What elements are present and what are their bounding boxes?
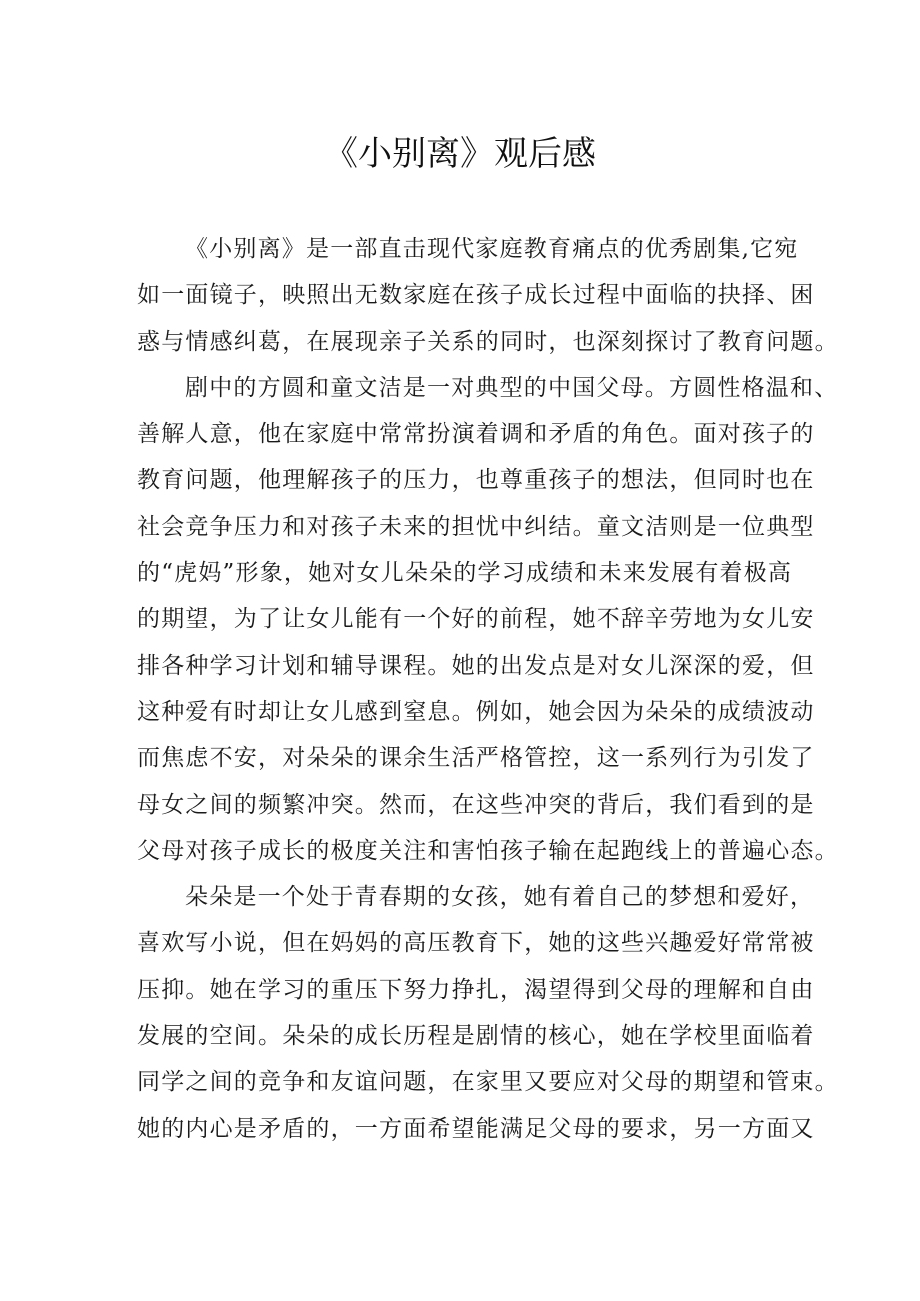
page-title: 《小别离》观后感 [324, 134, 596, 174]
text-line: 的期望，为了让女儿能有一个好的前程，她不辞辛劳地为女儿安 [137, 606, 815, 633]
text-line: 剧中的方圆和童文洁是一对典型的中国父母。方圆性格温和、 [185, 374, 839, 401]
paragraph-1 [137, 226, 839, 365]
text-line: 社会竞争压力和对孩子未来的担忧中纠结。童文洁则是一位典型 [137, 513, 815, 540]
text-line: 《小别离》是一部直击现代家庭教育痛点的优秀剧集,它宛 [185, 236, 799, 262]
text-line: 的“虎妈”形象，她对女儿朵朵的学习成绩和未来发展有着极高 [137, 560, 793, 587]
text-line: 喜欢写小说，但在妈妈的高压教育下，她的这些兴趣爱好常常被 [137, 930, 815, 957]
text-line: 如一面镜子，映照出无数家庭在孩子成长过程中面临的抉择、困 [137, 282, 815, 309]
paragraph-3 [137, 874, 839, 1152]
text-line: 善解人意，他在家庭中常常扮演着调和矛盾的角色。面对孩子的 [137, 421, 815, 448]
document-body [137, 226, 839, 1152]
text-line: 朵朵是一个处于青春期的女孩，她有着自己的梦想和爱好， [185, 884, 815, 911]
text-line: 父母对孩子成长的极度关注和害怕孩子输在起跑线上的普遍心态。 [137, 837, 839, 864]
text-line: 这种爱有时却让女儿感到窒息。例如，她会因为朵朵的成绩波动 [137, 698, 815, 725]
text-line: 惑与情感纠葛，在展现亲子关系的同时，也深刻探讨了教育问题。 [137, 328, 839, 355]
text-line: 母女之间的频繁冲突。然而，在这些冲突的背后，我们看到的是 [137, 791, 815, 818]
text-line: 排各种学习计划和辅导课程。她的出发点是对女儿深深的爱，但 [137, 652, 815, 679]
paragraph-2 [137, 365, 839, 874]
text-line: 她的内心是矛盾的，一方面希望能满足父母的要求，另一方面又 [137, 1115, 815, 1142]
text-line: 教育问题，他理解孩子的压力，也尊重孩子的想法，但同时也在 [137, 467, 815, 494]
text-line: 同学之间的竞争和友谊问题，在家里又要应对父母的期望和管束。 [137, 1069, 839, 1096]
text-line: 发展的空间。朵朵的成长历程是剧情的核心，她在学校里面临着 [137, 1023, 815, 1050]
text-line: 而焦虑不安，对朵朵的课余生活严格管控，这一系列行为引发了 [137, 745, 815, 772]
text-line: 压抑。她在学习的重压下努力挣扎，渴望得到父母的理解和自由 [137, 976, 815, 1003]
